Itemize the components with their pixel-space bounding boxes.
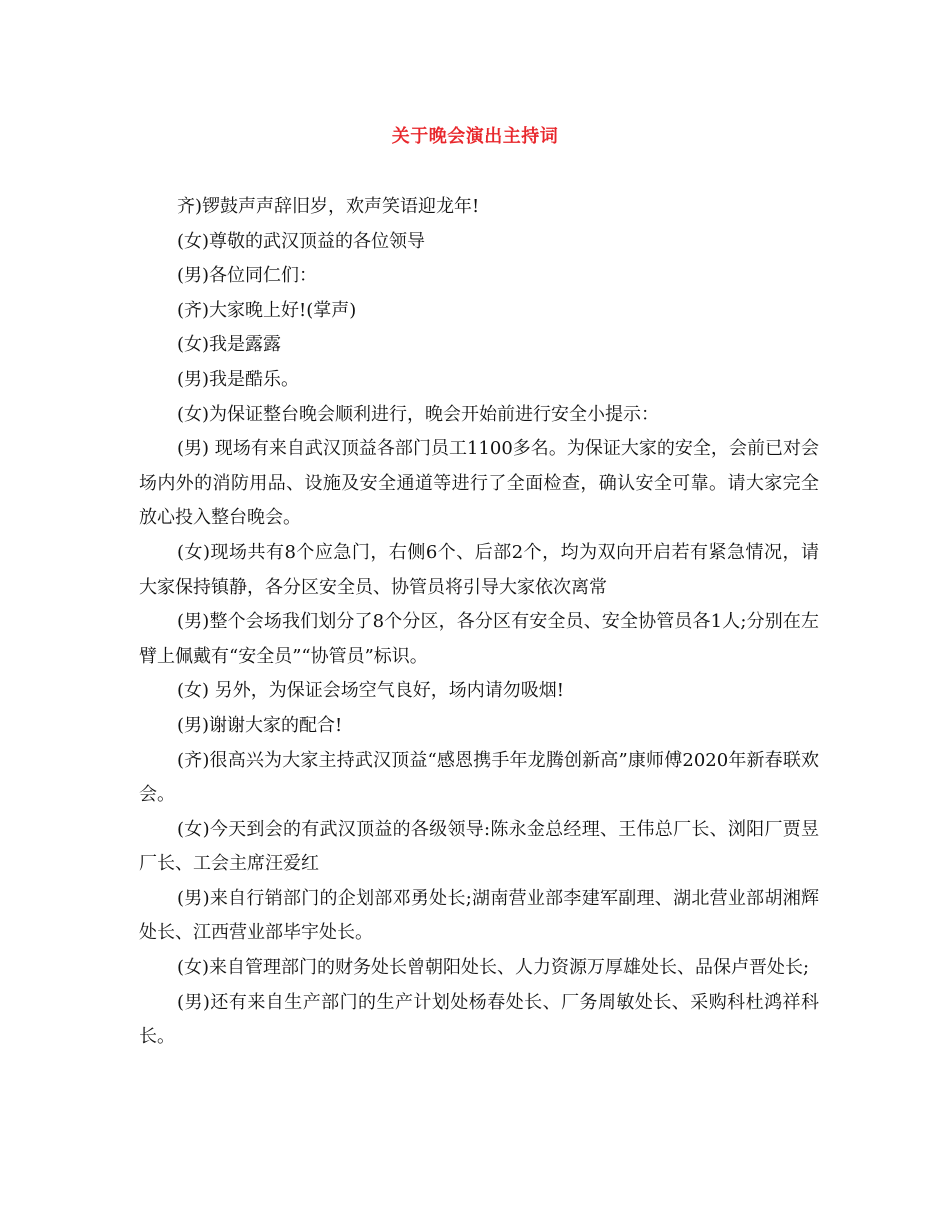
paragraph: (齐)大家晚上好!(掌声) — [177, 299, 357, 321]
paragraph: (女)我是露露 — [177, 334, 282, 356]
paragraph: (男)还有来自生产部门的生产计划处杨春处长、厂务周敏处长、采购科杜鸿祥科长。 — [139, 991, 819, 1048]
paragraph: (女)来自管理部门的财务处长曾朝阳处长、人力资源万厚雄处长、品保卢晋处长; — [177, 957, 810, 979]
paragraph: (女)尊敬的武汉顶益的各位领导 — [177, 230, 426, 252]
paragraph: (齐)很高兴为大家主持武汉顶益“感恩携手年龙腾创新高”康师傅2020年新春联欢会。 — [139, 749, 819, 806]
document-title: 关于晚会演出主持词 — [391, 126, 559, 147]
paragraph: (女) 另外，为保证会场空气良好，场内请勿吸烟! — [177, 680, 564, 702]
paragraph: (男)我是酷乐。 — [177, 368, 300, 390]
paragraph: (男)整个会场我们划分了8个分区，各分区有安全员、安全协管员各1人;分别在左臂上佩戴有“安全员”“协管员”标识。 — [139, 611, 819, 667]
paragraph: (女)为保证整台晚会顺利进行，晚会开始前进行安全小提示： — [177, 403, 660, 425]
paragraph: (男)来自行销部门的企划部邓勇处长;湖南营业部李建军副理、湖北营业部胡湘辉处长、江西营业部毕宇处长。 — [139, 887, 819, 944]
paragraph: (男)谢谢大家的配合! — [177, 714, 343, 736]
document-body — [139, 190, 819, 1055]
paragraph: (男)各位同仁们： — [177, 265, 318, 287]
paragraph: (男) 现场有来自武汉顶益各部门员工1100多名。为保证大家的安全，会前已对会场内外的消防用品、设施及安全通道等进行了全面检查，确认安全可靠。请大家完全放心投入整台晚会。 — [139, 438, 819, 529]
paragraph: (女)现场共有8个应急门，右侧6个、后部2个，均为双向开启若有紧急情况，请大家保持镇静，各分区安全员、协管员将引导大家依次离常 — [139, 541, 819, 598]
paragraph: 齐)锣鼓声声辞旧岁，欢声笑语迎龙年! — [177, 196, 480, 217]
paragraph: (女)今天到会的有武汉顶益的各级领导:陈永金总经理、王伟总厂长、浏阳厂贾昱厂长、工会主席汪爱红 — [139, 818, 819, 875]
